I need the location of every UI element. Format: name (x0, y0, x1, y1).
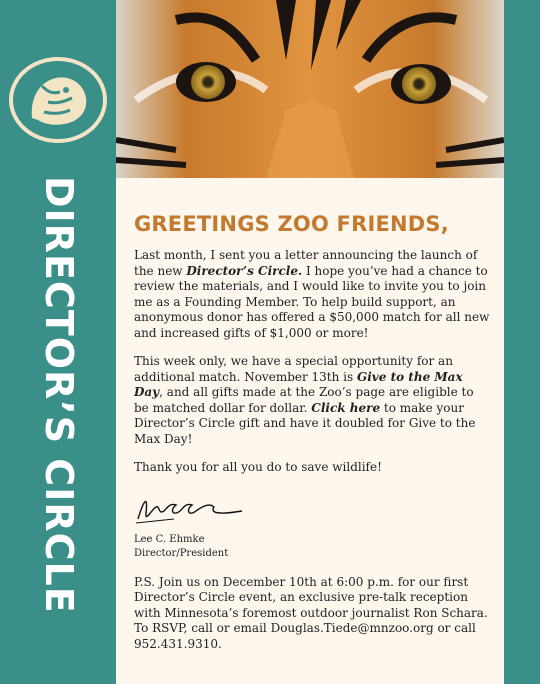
signer-name: Lee C. Ehmke (134, 533, 205, 545)
paragraph-1: Last month, I sent you a letter announcing the launch of the new Director’s Circle. I hope you’ve had a chance to review the materials, and I would like to invite you to join me as a Founding Member. To help build support, an anonymous donor has offered a $50,000 match for all new and increased gifts of $1,000 or more! (134, 248, 490, 340)
letter-content (116, 178, 504, 684)
signature-icon (134, 489, 244, 529)
sidebar (0, 0, 116, 684)
signer-title: Director/President (134, 547, 229, 559)
paragraph-2: This week only, we have a special opportunity for an additional match. November 13th is Give to the Max Day, and all gifts made at the Zoo’s page are eligible to be matched dollar for dollar. Click here to make your Director’s Circle gift and have it doubled for Give to the Max Day! (134, 354, 476, 446)
sidebar-title: DIRECTOR’S CIRCLE (37, 176, 81, 614)
give-to-the-max-emphasis: Give to the Max Day (134, 369, 463, 399)
paragraph-3: Thank you for all you do to save wildlife! (134, 460, 382, 474)
tiger-eyes-image (116, 0, 504, 178)
signer-block (134, 533, 492, 561)
postscript: P.S. Join us on December 10th at 6:00 p.m. for our first Director’s Circle event, an exclusive pre-talk reception with Minnesota’s foremost outdoor journalist Ron Schara. To RSVP, call or email Douglas.Tiede@mnzoo.org or call 952.431.9310. (134, 574, 488, 651)
tiger-eyes-photo (116, 0, 504, 178)
tiger-logo-icon (8, 56, 108, 144)
click-here-link[interactable]: Click here (311, 400, 381, 415)
greeting-heading: GREETINGS ZOO FRIENDS, (134, 212, 449, 236)
directors-circle-emphasis: Director’s Circle. (186, 263, 303, 278)
right-border (504, 0, 540, 684)
